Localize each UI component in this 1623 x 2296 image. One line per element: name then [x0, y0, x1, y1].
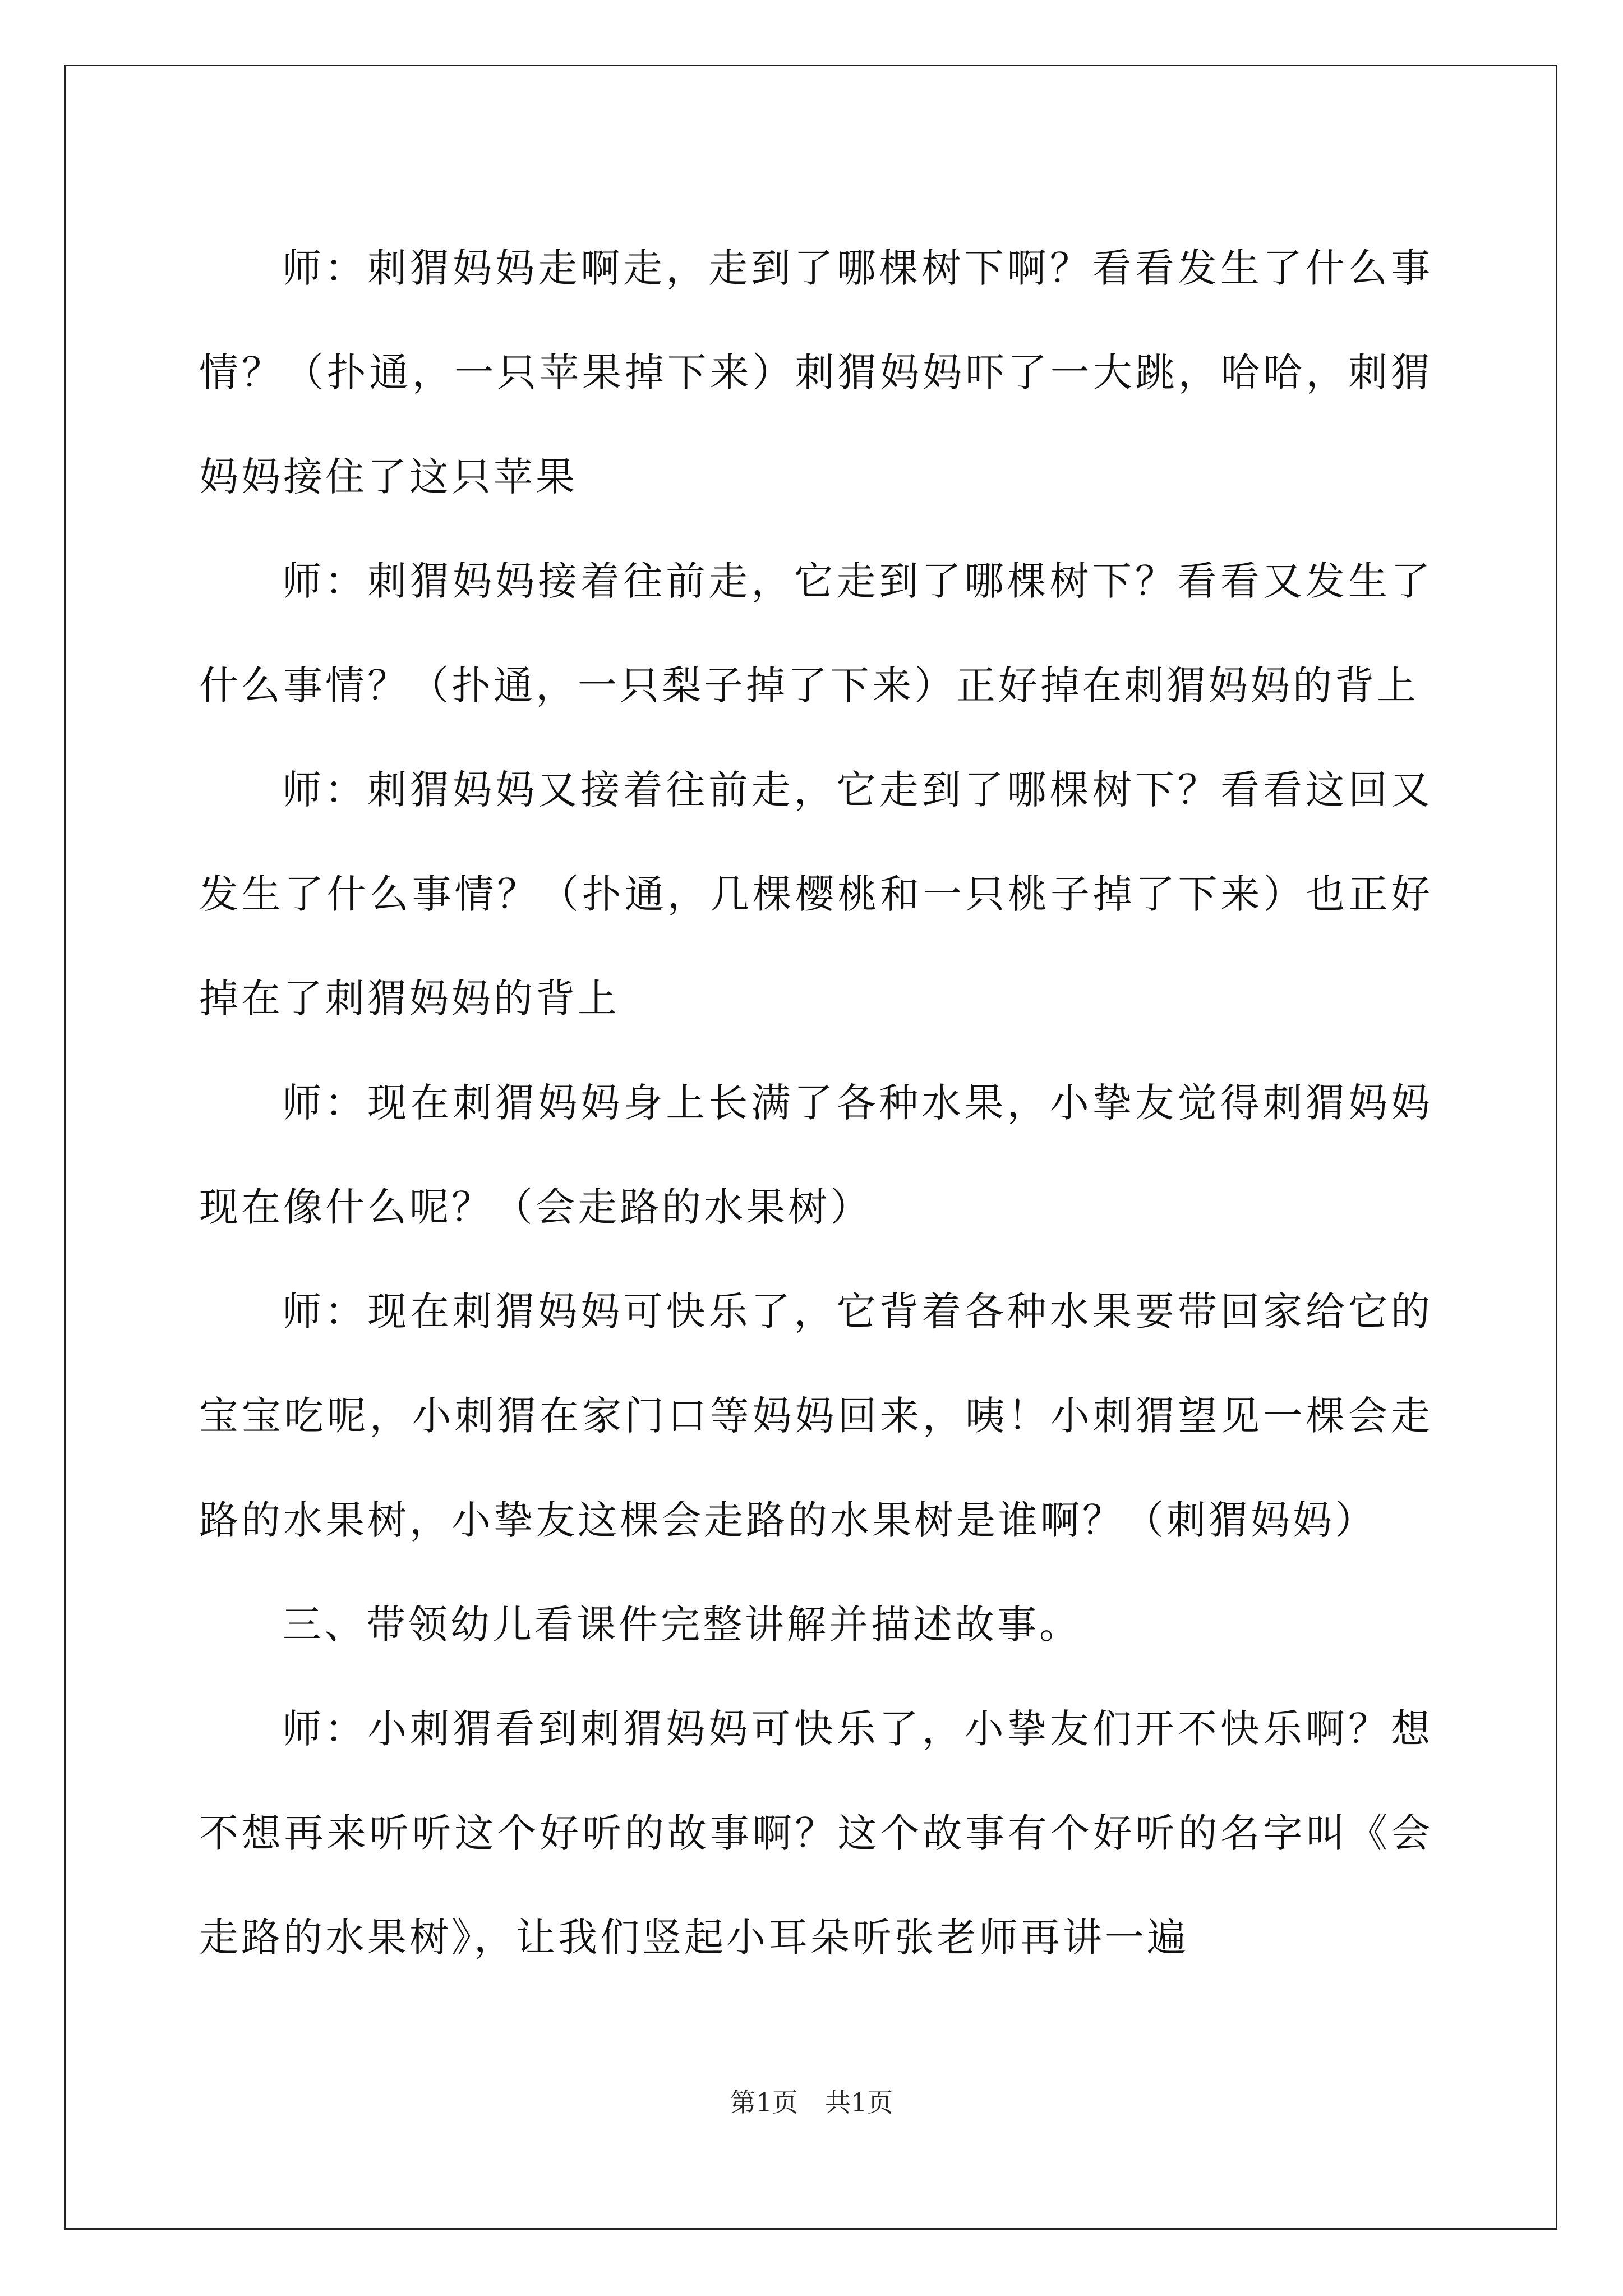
paragraph: 师：刺猬妈妈又接着往前走，它走到了哪棵树下？看看这回又发生了什么事情？（扑通，几棵樱桃和一只桃子掉了下来）也正好掉在了刺猬妈妈的背上 [199, 767, 1433, 1022]
page-total: 共1页 [825, 2087, 893, 2118]
section-heading: 三、带领幼儿看课件完整讲解并描述故事。 [282, 1602, 1081, 1648]
page-number: 第1页 [730, 2087, 798, 2118]
paragraph: 师：现在刺猬妈妈可快乐了，它背着各种水果要带回家给它的宝宝吃呢，小刺猬在家门口等妈妈回来，咦！小刺猬望见一棵会走路的水果树，小挚友这棵会走路的水果树是谁啊？（刺猬妈妈） [199, 1289, 1433, 1543]
paragraph: 师：现在刺猬妈妈身上长满了各种水果，小挚友觉得刺猬妈妈现在像什么呢？（会走路的水果树） [199, 1080, 1433, 1230]
paragraph: 师：刺猬妈妈接着往前走，它走到了哪棵树下？看看又发生了什么事情？（扑通，一只梨子掉了下来）正好掉在刺猬妈妈的背上 [199, 558, 1433, 708]
paragraph: 师：小刺猬看到刺猬妈妈可快乐了，小挚友们开不快乐啊？想不想再来听听这个好听的故事啊？这个故事有个好听的名字叫《会走路的水果树》，让我们竖起小耳朵听张老师再讲一遍 [199, 1706, 1433, 1961]
document-body [199, 216, 1433, 1990]
page-footer [0, 2082, 1623, 2119]
paragraph: 师：刺猬妈妈走啊走，走到了哪棵树下啊？看看发生了什么事情？（扑通，一只苹果掉下来）刺猬妈妈吓了一大跳，哈哈，刺猬妈妈接住了这只苹果 [199, 245, 1433, 500]
